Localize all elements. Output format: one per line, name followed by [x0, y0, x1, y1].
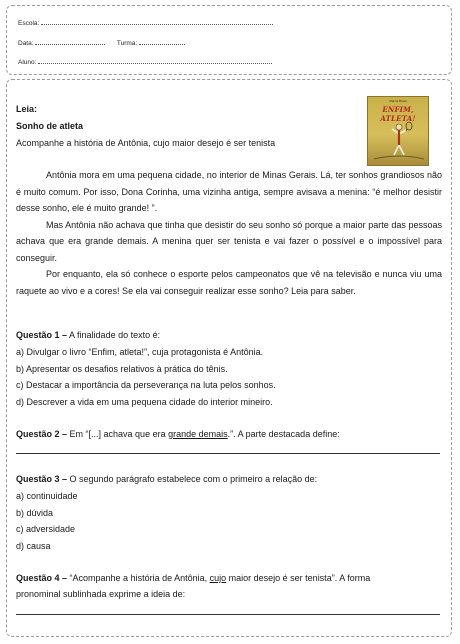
escola-label: Escola:	[18, 20, 40, 27]
question-1	[16, 330, 160, 341]
escola-blank[interactable]	[41, 18, 273, 25]
aluno-line[interactable]	[18, 57, 272, 67]
paragraph-1: Antônia mora em uma pequena cidade, no interior de Minas Gerais. Lá, ter sonhos grandiosos não é muito comum. Por isso, Dona Corinha, uma vizinha antiga, sempre avisava a menina: “é melhor desistir desse sonho, ele é muito grande! ”.	[16, 170, 442, 213]
q1-option-d[interactable]: d) Descrever a vida em uma pequena cidade do interior mineiro.	[16, 397, 273, 407]
story-text	[16, 167, 442, 299]
q2-answer-line[interactable]	[16, 453, 440, 454]
paragraph-3: Por enquanto, ela só conhece o esporte pelos campeonatos que vê na televisão e nunca viu uma raquete ao vivo e a cores! Se ela vai conseguir realizar esse sonho? Leia para saber.	[16, 269, 442, 296]
question-2-label: Questão 2 –	[16, 429, 68, 439]
q4-answer-line[interactable]	[16, 614, 440, 615]
question-2-underlined: grande demais	[168, 429, 228, 439]
question-2-text-after: .”. A parte destacada define:	[227, 429, 340, 439]
question-3-text: O segundo parágrafo estabelece com o primeiro a relação de:	[67, 474, 318, 484]
question-4-line2: pronominal sublinhada exprime a ideia de:	[16, 589, 186, 599]
book-title: ENFIM, ATLETA!	[380, 105, 416, 123]
turma-blank[interactable]	[139, 38, 185, 45]
q1-option-b[interactable]: b) Apresentar os desafios relativos à prática do tênis.	[16, 364, 228, 374]
story-title: Sonho de atleta	[16, 121, 84, 131]
question-1-label: Questão 1 –	[16, 330, 68, 340]
leia-heading: Leia:	[16, 104, 38, 114]
question-3-label: Questão 3 –	[16, 474, 68, 484]
question-4-text-before: “Acompanhe a história de Antônia,	[67, 573, 210, 583]
book-cover-image	[367, 96, 429, 166]
q3-option-c[interactable]: c) adversidade	[16, 524, 76, 534]
tennis-player-illustration	[368, 97, 429, 166]
aluno-blank[interactable]	[38, 57, 272, 64]
question-4-underlined: cujo	[209, 573, 227, 583]
q3-option-d[interactable]: d) causa	[16, 541, 51, 551]
aluno-label: Aluno:	[18, 59, 37, 66]
question-4-label: Questão 4 –	[16, 573, 68, 583]
turma-label: Turma:	[116, 40, 138, 47]
data-label: Data:	[18, 40, 34, 47]
q3-option-a[interactable]: a) continuidade	[16, 491, 78, 501]
question-2-text-before: Em “[...] achava que era	[67, 429, 169, 439]
q1-option-c[interactable]: c) Destacar a importância da perseverança na luta pelos sonhos.	[16, 380, 276, 390]
question-4	[16, 573, 370, 584]
escola-line[interactable]	[18, 18, 273, 28]
q3-option-b[interactable]: b) dúvida	[16, 508, 54, 518]
paragraph-2: Mas Antônia não achava que tinha que desistir do seu sonho só porque a maior parte das pessoas achava que era grande demais. A menina quer ser tenista e vai fazer o possível e o impossível para conseguir.	[16, 219, 442, 263]
question-4-text-after: maior desejo é ser tenista”. A forma	[226, 573, 371, 583]
story-subtitle: Acompanhe a história de Antônia, cujo maior desejo é ser tenista	[16, 138, 276, 148]
q1-option-a[interactable]: a) Divulgar o livro “Enfim, atleta!”, cuja protagonista é Antônia.	[16, 347, 264, 357]
data-turma-line	[18, 38, 185, 48]
question-1-text: A finalidade do texto é:	[67, 330, 161, 340]
book-author: Marcia Brasil	[389, 99, 407, 103]
question-2	[16, 429, 340, 440]
data-blank[interactable]	[35, 38, 105, 45]
question-3	[16, 474, 317, 485]
